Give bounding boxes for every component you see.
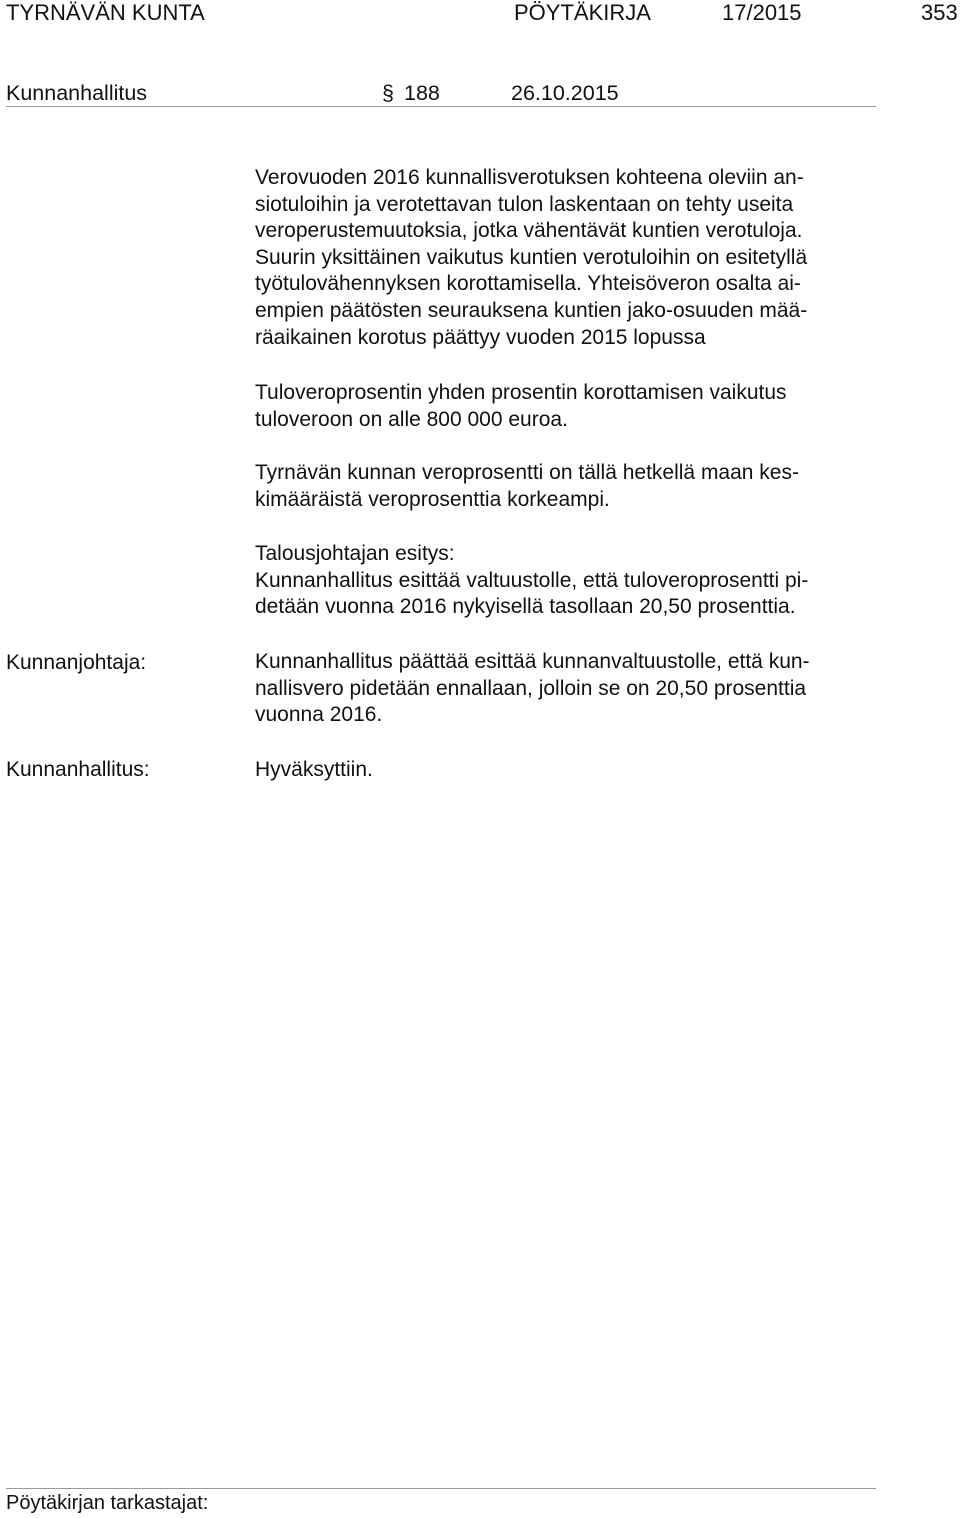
footer-rule [6, 1488, 876, 1489]
document-type: PÖYTÄKIRJA [514, 0, 651, 25]
page-number: 353 [921, 0, 958, 25]
text-line: tuloveroon on alle 800 000 euroa. [255, 407, 568, 431]
text-line: siotuloihin ja verotettavan tulon laskentaan on tehty useita [255, 192, 794, 216]
text-line: Kunnanhallitus päättää esittää kunnanvaltuustolle, että kun- [255, 650, 810, 673]
text-line: empien päätösten seurauksena kuntien jako-osuuden mää- [255, 298, 808, 322]
text-line: Talousjohtajan esitys: [255, 542, 455, 565]
text-line: Tyrnävän kunnan veroprosentti on tällä hetkellä maan kes- [255, 461, 799, 484]
text-line: Kunnanhallitus esittää valtuustolle, että tuloveroprosentti pi- [255, 568, 809, 592]
text-line: Tuloveroprosentin yhden prosentin korottamisen vaikutus [255, 381, 787, 404]
text-line: räaikainen korotus päättyy vuoden 2015 lopussa [255, 325, 706, 349]
header-rule [6, 106, 876, 107]
section-symbol: § [382, 81, 394, 105]
text-line: Suurin yksittäinen vaikutus kuntien verotuloihin on esitetyllä [255, 245, 808, 269]
text-line: Verovuoden 2016 kunnallisverotuksen kohteena oleviin an- [255, 166, 804, 189]
paragraph-background [255, 165, 875, 351]
proposal-label: Kunnanjohtaja: [6, 651, 147, 674]
proposal-text [255, 649, 875, 729]
paragraph-finance-director-proposal [255, 541, 875, 621]
meeting-body: Kunnanhallitus [6, 81, 148, 105]
meeting-date: 26.10.2015 [511, 81, 619, 105]
footer-label: Pöytäkirjan tarkastajat: [6, 1492, 209, 1514]
text-line: työtulovähennyksen korottamisella. Yhteisöveron osalta ai- [255, 272, 801, 296]
text-line: vuonna 2016. [255, 703, 383, 727]
section-number: 188 [404, 81, 440, 105]
text-line: kimääräistä veroprosenttia korkeampi. [255, 487, 610, 511]
decision-text: Hyväksyttiin. [255, 758, 373, 781]
text-line: veroperustemuutoksia, jotka vähentävät kuntien verotuloja. [255, 219, 803, 243]
organization-name: TYRNÄVÄN KUNTA [6, 0, 205, 25]
text-line: detään vuonna 2016 nykyisellä tasollaan 20,50 prosenttia. [255, 595, 796, 619]
text-line: nallisvero pidetään ennallaan, jolloin se on 20,50 prosenttia [255, 676, 807, 700]
decision-label: Kunnanhallitus: [6, 758, 150, 781]
paragraph-tax-effect [255, 380, 875, 433]
document-number: 17/2015 [722, 0, 802, 25]
paragraph-tax-rate-comparison [255, 460, 875, 513]
